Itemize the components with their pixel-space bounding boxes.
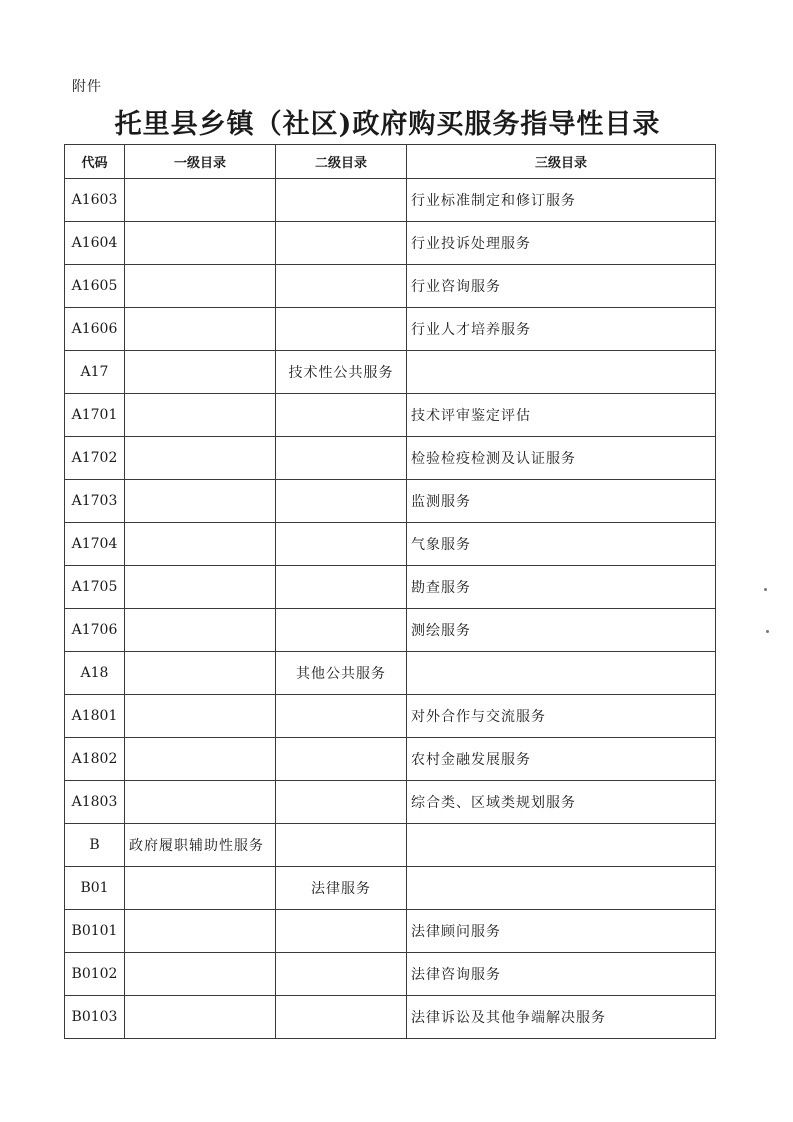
cell-level1 [125,609,276,652]
cell-code: A18 [65,652,125,695]
column-header-level3: 三级目录 [407,145,716,179]
table-row [65,308,716,351]
cell-level1 [125,867,276,910]
cell-code: A1706 [65,609,125,652]
cell-code: A1603 [65,179,125,222]
cell-code: B0103 [65,996,125,1039]
cell-level3 [407,652,716,695]
table-row [65,824,716,867]
cell-level2 [276,308,407,351]
column-header-code: 代码 [65,145,125,179]
cell-level3: 农村金融发展服务 [407,738,716,781]
cell-code: B01 [65,867,125,910]
cell-level3: 行业标准制定和修订服务 [407,179,716,222]
cell-level1 [125,910,276,953]
cell-level1 [125,781,276,824]
cell-level3: 对外合作与交流服务 [407,695,716,738]
table-row [65,910,716,953]
cell-level3: 行业投诉处理服务 [407,222,716,265]
table-row [65,523,716,566]
cell-level3: 气象服务 [407,523,716,566]
cell-code: A1605 [65,265,125,308]
cell-level1 [125,566,276,609]
cell-level3: 行业人才培养服务 [407,308,716,351]
scan-speck [766,630,769,633]
cell-level1 [125,996,276,1039]
cell-code: A1703 [65,480,125,523]
cell-level2 [276,996,407,1039]
cell-level3: 测绘服务 [407,609,716,652]
service-catalog-table [64,144,716,1039]
cell-code: A1702 [65,437,125,480]
cell-level1 [125,953,276,996]
cell-code: B0102 [65,953,125,996]
cell-level3 [407,824,716,867]
cell-level1 [125,652,276,695]
cell-level3: 法律咨询服务 [407,953,716,996]
cell-level3: 法律诉讼及其他争端解决服务 [407,996,716,1039]
cell-level2 [276,394,407,437]
table-row [65,953,716,996]
attachment-label: 附件 [72,79,102,95]
document-title: 托里县乡镇（社区)政府购买服务指导性目录 [114,109,661,140]
cell-level3: 综合类、区域类规划服务 [407,781,716,824]
cell-code: B0101 [65,910,125,953]
table-body [65,179,716,1039]
cell-level3: 技术评审鉴定评估 [407,394,716,437]
cell-level1 [125,265,276,308]
cell-level2 [276,222,407,265]
table-row [65,179,716,222]
cell-level2: 技术性公共服务 [276,351,407,394]
header-row [65,145,716,179]
cell-level3 [407,351,716,394]
table-row [65,738,716,781]
table-row [65,351,716,394]
cell-code: A1604 [65,222,125,265]
cell-level1 [125,437,276,480]
cell-level1 [125,222,276,265]
table-row [65,480,716,523]
cell-level1 [125,308,276,351]
cell-code: A1606 [65,308,125,351]
table-row [65,996,716,1039]
table-row [65,781,716,824]
cell-code: A1704 [65,523,125,566]
cell-level3: 监测服务 [407,480,716,523]
table-row [65,695,716,738]
cell-level2 [276,566,407,609]
cell-code: A1803 [65,781,125,824]
cell-level3 [407,867,716,910]
cell-level1 [125,179,276,222]
cell-code: A1801 [65,695,125,738]
cell-level1 [125,394,276,437]
cell-level2 [276,265,407,308]
cell-code: A1701 [65,394,125,437]
cell-level2 [276,523,407,566]
scan-speck [764,588,767,591]
cell-level2 [276,781,407,824]
cell-level2 [276,953,407,996]
cell-level2 [276,824,407,867]
cell-level2 [276,738,407,781]
cell-level1 [125,695,276,738]
cell-level2 [276,480,407,523]
table-row [65,222,716,265]
cell-level2: 其他公共服务 [276,652,407,695]
cell-level2 [276,695,407,738]
table-row [65,265,716,308]
cell-level3: 法律顾问服务 [407,910,716,953]
cell-code: A1802 [65,738,125,781]
cell-level3: 检验检疫检测及认证服务 [407,437,716,480]
cell-level1: 政府履职辅助性服务 [125,824,276,867]
table-row [65,652,716,695]
cell-level2 [276,609,407,652]
column-header-level1: 一级目录 [125,145,276,179]
cell-level2 [276,910,407,953]
table-row [65,867,716,910]
table-row [65,609,716,652]
cell-level3: 行业咨询服务 [407,265,716,308]
cell-level3: 勘查服务 [407,566,716,609]
column-header-level2: 二级目录 [276,145,407,179]
cell-code: B [65,824,125,867]
cell-level1 [125,351,276,394]
cell-code: A1705 [65,566,125,609]
table-header [65,145,716,179]
table-row [65,566,716,609]
table-row [65,394,716,437]
cell-code: A17 [65,351,125,394]
cell-level1 [125,738,276,781]
cell-level2 [276,437,407,480]
cell-level2: 法律服务 [276,867,407,910]
cell-level1 [125,523,276,566]
table-row [65,437,716,480]
cell-level1 [125,480,276,523]
cell-level2 [276,179,407,222]
